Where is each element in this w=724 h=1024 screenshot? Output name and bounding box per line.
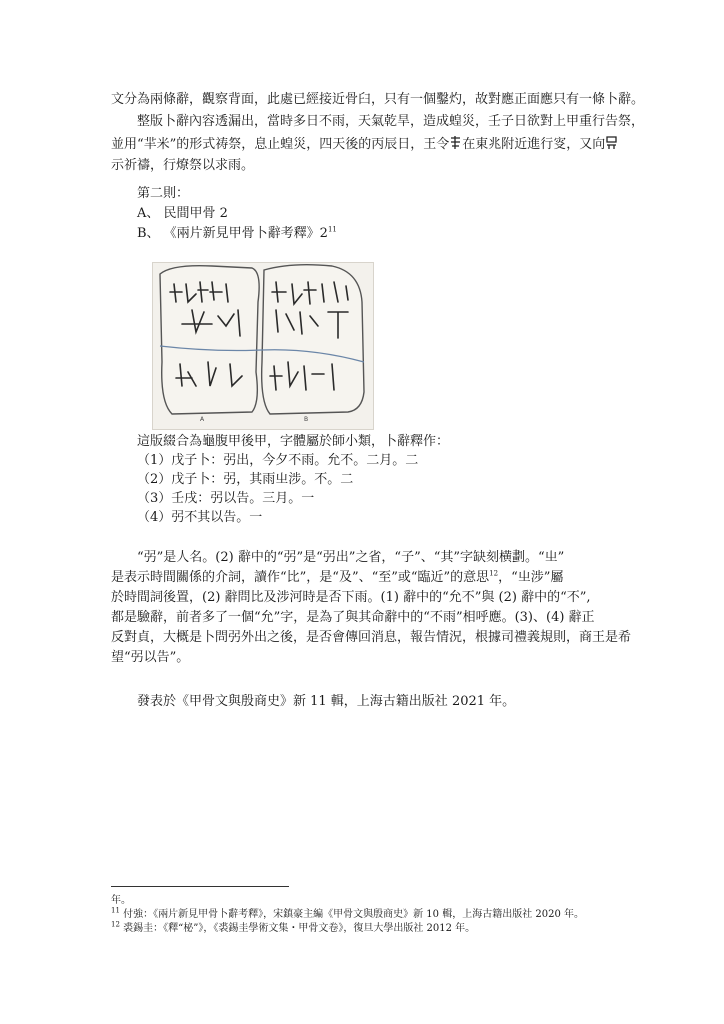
body-text-segment: 是表示時間關係的介詞，讀作“比”，是“及”、“至”或“臨近”的意思 (111, 570, 490, 585)
oracle-bone-figure (152, 262, 374, 430)
list-item (137, 226, 337, 242)
footnote-ref: 11 (327, 225, 337, 234)
body-text-line: 這版綴合為龜腹甲後甲，字體屬於師小類，卜辭釋作： (137, 434, 450, 449)
list-item: A、 民間甲骨 2 (137, 206, 228, 221)
body-text-line: 都是驗辭，前者多了一個“允”字，是為了與其命辭中的“不雨”相呼應。(3)、(4) 辭正 (111, 610, 595, 625)
footnote-ref: 12 (489, 569, 499, 578)
footnote-continuation: 年。 (111, 895, 131, 906)
publication-note: 發表於《甲骨文與殷商史》新 11 輯，上海古籍出版社 2021 年。 (137, 694, 516, 709)
inscription-line: （4）弜不其以告。一 (137, 510, 263, 525)
body-text-line: 文分為兩條辭，觀察背面，此處已經接近骨臼，只有一個鑿灼，故對應正面應只有一條卜辭。 (111, 92, 645, 107)
body-text-line: 於時間詞後置，(2) 辭問比及涉河時是否下雨。(1) 辭中的“允不”與 (2) 辭中的“不”, (111, 590, 591, 605)
footnote-marker: 11 (111, 906, 120, 915)
list-item-text: B、 《兩片新見甲骨卜辭考釋》2 (137, 226, 328, 241)
figure-label-a: A (200, 416, 205, 423)
body-text-line (111, 570, 563, 586)
footnote-12 (111, 922, 475, 935)
body-text-line (111, 136, 618, 153)
section-heading: 第二則： (137, 186, 190, 201)
body-text-line: 示祈禱，行燎祭以求雨。 (111, 158, 255, 173)
body-text-line: 望“弜以告”。 (111, 650, 190, 665)
body-text-segment: 在東兆附近進行叜，又向 (462, 137, 606, 152)
footnote-11 (111, 908, 584, 921)
inscription-line: （2）戊子卜：弜，其雨㞢涉。不。二 (137, 472, 354, 487)
footnote-text: 裘錫圭：《釋“柲”》，《裘錫圭學術文集・甲骨文卷》，復旦大學出版社 2012 年。 (123, 923, 476, 934)
inscription-line: （3）壬戌：弜以告。三月。一 (137, 491, 315, 506)
body-text-segment: ，“㞢涉”屬 (498, 570, 564, 585)
body-text-segment: 並用“羋米”的形式祷祭，息止蝗災，四天後的丙辰日，王令 (111, 137, 450, 152)
body-text-line: “弜”是人名。(2) 辭中的“弜”是“弜出”之省，“子”、“其”字缺刻横劃。“㞢” (137, 550, 565, 565)
figure-label-b: B (304, 416, 309, 423)
footnote-text: 付強：《兩片新見甲骨卜辭考釋》，宋鎮豪主編《甲骨文與殷商史》新 10 輯，上海古籍出版社 2020 年。 (123, 909, 584, 920)
oracle-bone-drawing (152, 262, 374, 430)
inscription-line: （1）戊子卜：弜出，今夕不雨。允不。二月。二 (137, 453, 419, 468)
oracle-glyph-image (605, 136, 618, 150)
footnote-marker: 12 (111, 920, 120, 929)
body-text-line: 整版卜辭內容透漏出，當時多日不雨，天氣乾旱，造成蝗災，壬子日欲對上甲重行告祭， (137, 114, 645, 129)
body-text-line: 反對貞，大概是卜問弜外出之後，是否會傳回消息，報告情況，根據司禮義規則，商王是希 (111, 630, 632, 645)
footnote-divider (111, 886, 289, 887)
oracle-glyph-image (449, 136, 462, 150)
